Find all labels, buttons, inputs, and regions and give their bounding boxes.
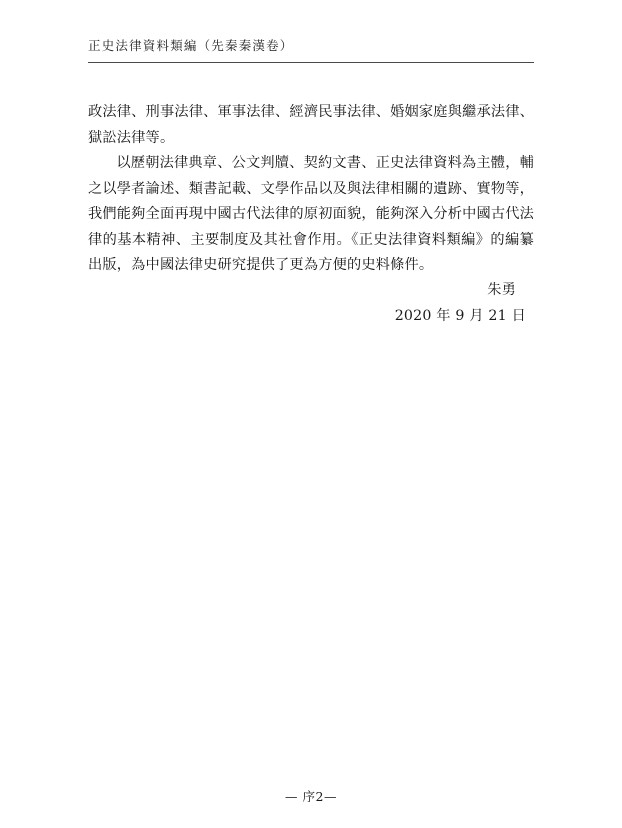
page-number: — 序2— bbox=[285, 789, 337, 804]
body-text bbox=[88, 100, 534, 279]
page-footer bbox=[0, 786, 622, 805]
signature-name: 朱勇 bbox=[487, 282, 516, 298]
paragraph: 政法律、刑事法律、軍事法律、經濟民事法律、婚姻家庭與繼承法律、獄訟法律等。 bbox=[88, 104, 535, 146]
running-head-title: 正史法律資料類編（先秦秦漢卷） bbox=[88, 38, 294, 53]
header-divider bbox=[88, 62, 534, 63]
signature-date: 2020 年 9 月 21 日 bbox=[394, 307, 526, 324]
paragraph: 以歷朝法律典章、公文判牘、契約文書、正史法律資料為主體，輔之以學者論述、類書記載、文學作品以及與法律相關的遺跡、實物等，我們能夠全面再現中國古代法律的原初面貌，能夠深入分析中國古代法律的基本精神、主要制度及其社會作用。《正史法律資料類編》的編纂出版，為中國法律史研究提供了更為方便的史料條件。 bbox=[88, 155, 535, 273]
running-head bbox=[88, 36, 534, 54]
signature-block bbox=[88, 278, 534, 329]
